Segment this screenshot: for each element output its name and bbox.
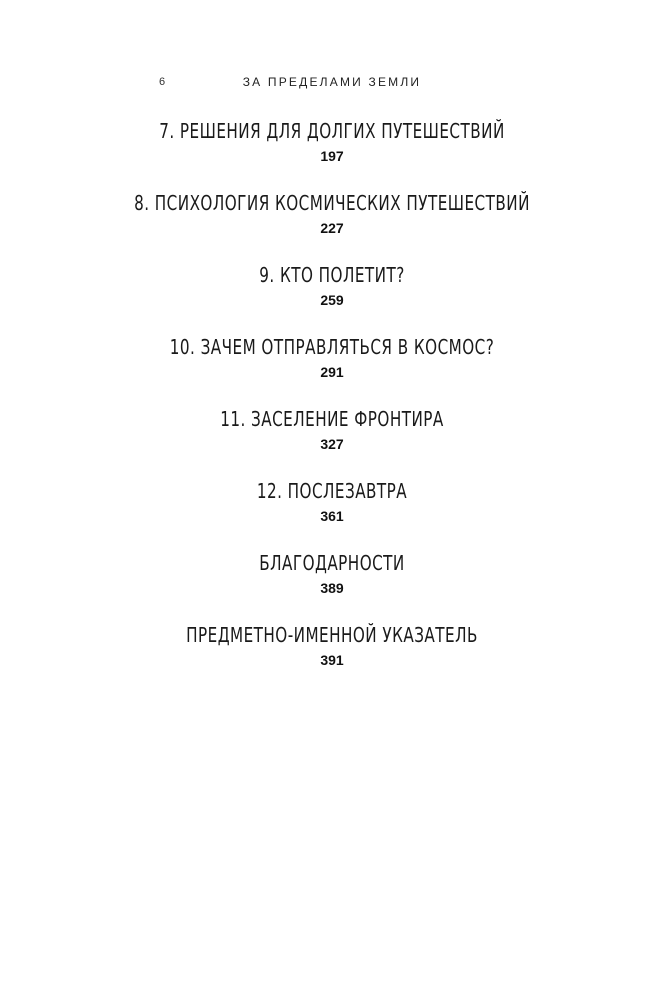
toc-entry (0, 333, 664, 405)
toc-entry-title: 12. ПОСЛЕЗАВТРА (256, 479, 408, 503)
toc-entry (0, 477, 664, 549)
toc-entry-title: 7. РЕШЕНИЯ ДЛЯ ДОЛГИХ ПУТЕШЕСТВИЙ (159, 119, 505, 143)
toc-entry (0, 405, 664, 477)
toc-entry-page: 291 (320, 364, 344, 380)
toc-entry-title: ПРЕДМЕТНО-ИМЕННОЙ УКАЗАТЕЛЬ (186, 623, 478, 647)
toc-entry-page: 389 (320, 580, 344, 596)
toc-entry-title: 9. КТО ПОЛЕТИТ? (259, 263, 405, 287)
toc-entry-page: 197 (320, 148, 344, 164)
toc-entry-page: 227 (320, 220, 344, 236)
toc-entry-page: 259 (320, 292, 344, 308)
toc-entry (0, 117, 664, 189)
toc-entry-title: 10. ЗАЧЕМ ОТПРАВЛЯТЬСЯ В КОСМОС? (169, 335, 495, 359)
toc-entry-title: 8. ПСИХОЛОГИЯ КОСМИЧЕСКИХ ПУТЕШЕСТВИЙ (134, 191, 530, 215)
toc-entry (0, 549, 664, 621)
toc-entry (0, 189, 664, 261)
toc-entry-title: БЛАГОДАРНОСТИ (259, 551, 405, 575)
table-of-contents (0, 117, 664, 693)
toc-entry-page: 361 (320, 508, 344, 524)
toc-entry (0, 261, 664, 333)
page-number: 6 (159, 76, 166, 88)
toc-entry-title: 11. ЗАСЕЛЕНИЕ ФРОНТИРА (220, 407, 444, 431)
running-title: ЗА ПРЕДЕЛАМИ ЗЕМЛИ (242, 75, 422, 89)
toc-entry-page: 327 (320, 436, 344, 452)
toc-entry (0, 621, 664, 693)
toc-entry-page: 391 (320, 652, 344, 668)
